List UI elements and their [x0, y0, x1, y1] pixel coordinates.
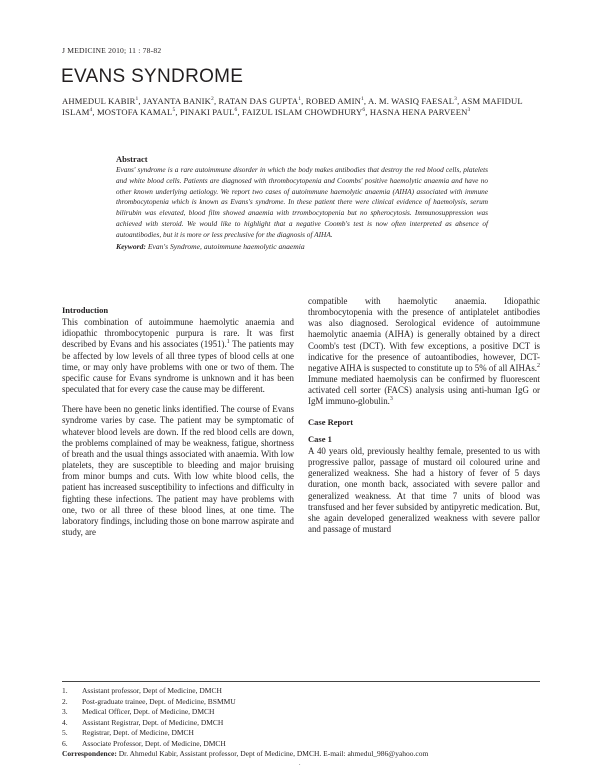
footnote-number: 5.	[62, 728, 68, 737]
footnote-item	[62, 739, 552, 750]
author-affiliation-ref: 1	[135, 96, 139, 103]
author-name: PINAKI PAUL	[179, 107, 235, 118]
footnote-text: Assistant Registrar, Dept. of Medicine, DMCH	[82, 717, 224, 727]
author-affiliation-ref: 2	[211, 96, 214, 103]
footnote-text: Assistant professor, Dept of Medicine, DMCH	[82, 686, 222, 695]
footnote-item	[62, 686, 552, 697]
author-name: HASNA HENA PARVEEN	[369, 107, 468, 118]
footnote-number: 1.	[62, 686, 68, 695]
correspondence-line	[62, 749, 552, 760]
case-1-text: A 40 years old, previously healthy female, presented to us with progressive pallor, passage of mustard oil coloured urine and generalized weakness. She had a history of fever of 5 days duration, one month back, associated with severe pallor and generalized weakness. At that time 7 units of blood was transfused and her fever subsided by antipyretic medication. But, she again developed generalized weakness with severe pallor and passage of mustard	[308, 445, 540, 534]
intro-p3-ref-2: 3	[389, 396, 393, 403]
author-list: AHMEDUL KABIR$^1$, JAYANTA BANIK$^2$, RATAN DAS GUPTA$^1$, ROBED AMIN$^1$, A. M. WASIQ FAESAL$^3$, ASM MAFIDUL ISLAM$^4$, MOSTOFA KAMAL$^5$, PINAKI PAUL$^6$, FAIZUL ISLAM CHOWDHURY$^6$, HASNA HENA PARVEEN$^3$	[62, 96, 523, 118]
keywords-text: Evan's Syndrome, autoimmune haemolytic anaemia	[147, 241, 305, 251]
author-affiliation-ref: 1	[360, 96, 364, 103]
article-title: EVANS SYNDROME	[61, 66, 244, 87]
author-affiliation-ref: 3	[467, 107, 471, 114]
footnote-text: Registrar, Dept. of Medicine, DMCH	[82, 728, 194, 737]
author-name: A. M. WASIQ FAESAL	[367, 96, 455, 106]
footnote-divider	[62, 681, 540, 682]
journal-reference: J MEDICINE 2010; 11 : 78-82	[62, 46, 162, 55]
right-column	[308, 296, 540, 544]
intro-p3-text-a: compatible with haemolytic anaemia. Idiopathic thrombocytopenia with the presence of antiplatelet antibodies was also diagnosed. Serological evidence of autoimmune haemolytic anaemia (AIHA) is generally obtained by a direct Coomb's test (DCT). With few exceptions, a positive DCT is indicative for the presence of autoantibodies, however, DCT-negative AIHA is suspected to constitute up to 5% of all AIHAs.	[308, 296, 540, 373]
footnote-item	[62, 728, 552, 739]
abstract-text: Evans' syndrome is a rare autoimmune disorder in which the body makes antibodies that destroy the red blood cells, platelets and white blood cells. Patients are diagnosed with thrombocytopenia and Coombs' positive haemolytic anaemia and have no other known underlying aetiology. We report two cases of autoimmune haemolytic anaemia (AIHA) associated with immune thrombocytopenia which is known as Evans's syndrome. In these patient there were clinical evidence of haemolysis, serum bilirubin was elevated, blood film showed anaemia with trrombocytopenia but no spherocytosis. Immunosuppression was achieved with steroid. We would like to highlight that a negative Coomb's test is now often interpreted as absence of autoantibodies, but it is more or less preclusive for the diagnosis of AIHA.	[116, 165, 488, 239]
author-name: ASM MAFIDUL ISLAM	[62, 96, 523, 118]
intro-p1-text-a: This combination of autoimmune haemolytic anaemia and idiopathic thrombocytopenic purpura is rare. It was first described by Evans and his associates (1951).	[62, 317, 294, 350]
author-name: RATAN DAS GUPTA	[218, 96, 299, 106]
intro-paragraph-3	[308, 296, 540, 408]
footnote-number: 6.	[62, 738, 68, 748]
author-affiliation-ref: 3	[454, 96, 458, 103]
footnote-text: Post-graduate trainee, Dept. of Medicine, BSMMU	[82, 696, 236, 706]
author-name: AHMEDUL KABIR	[62, 96, 136, 106]
footnote-text: Medical Officer, Dept. of Medicine, DMCH	[82, 707, 215, 716]
author-affiliation-ref: 1	[298, 96, 302, 103]
left-column	[62, 305, 294, 547]
footnote-item	[62, 718, 552, 729]
correspondence-text: Dr. Ahmedul Kabir, Assistant professor, Dept of Medicine, DMCH. E-mail: ahmedul_986@yahoo.com	[118, 749, 429, 758]
keywords-label: Keyword:	[116, 241, 146, 251]
correspondence-label: Correspondence:	[62, 749, 117, 758]
introduction-heading: Introduction	[62, 305, 109, 315]
intro-p3-ref-1: 2	[537, 362, 540, 369]
footnotes	[62, 686, 552, 760]
author-affiliation-ref: 6	[362, 107, 366, 114]
intro-p1-text-b: The patients may be affected by low levels of all three types of blood cells at one time, or may only have problems with one or two of them. The specific cause for Evans syndrome is unknown and it has been speculated that for every case the cause may be different.	[62, 339, 294, 395]
intro-paragraph-2: There have been no genetic links identified. The course of Evans syndrome varies by case. The patient may be symptomatic of whatever blood levels are down. If the red blood cells are down, the problems complained of may be weakness, fatigue, shortness of breath and the usual things associated with anaemia. With low platelets, they are susceptible to bleeding and major bruising from minor bumps and cuts. With low white blood cells, the patient has increased susceptibility to infections and difficulty in fighting these infections. The patient may have problems with one, two or all three of these blood lines, at one time. The laboratory findings, including those on bone marrow aspirate and study, are	[62, 404, 294, 537]
footnote-number: 4.	[62, 717, 68, 727]
author-affiliation-ref: 6	[234, 107, 238, 114]
author-name: MOSTOFA KAMAL	[97, 107, 173, 118]
footnote-item	[62, 697, 552, 708]
footnote-list	[62, 686, 552, 749]
case-report-heading: Case Report	[308, 416, 354, 427]
abstract-heading: Abstract	[116, 154, 148, 164]
keywords-line	[116, 242, 488, 251]
case-1-heading: Case 1	[308, 433, 332, 444]
intro-paragraph-1	[62, 317, 294, 395]
footnote-number: 3.	[62, 707, 68, 716]
footnote-item	[62, 707, 552, 718]
author-name: ROBED AMIN	[305, 96, 361, 106]
author-affiliation-ref: 4	[89, 107, 93, 114]
author-name: JAYANTA BANIK	[143, 96, 212, 106]
intro-p3-text-b: Immune mediated haemolysis can be confirmed by fluorescent activated cell sorter (FACS) analysis using anti-human IgG or IgM immuno-globulin.	[308, 374, 540, 407]
footnote-number: 2.	[62, 696, 68, 706]
page-mark: .	[299, 761, 301, 767]
abstract-block	[116, 154, 488, 251]
author-name: FAIZUL ISLAM CHOWDHURY	[242, 107, 363, 118]
author-affiliation-ref: 5	[172, 107, 176, 114]
footnote-text: Associate Professor, Dept. of Medicine, DMCH	[82, 738, 226, 748]
intro-p1-ref: 1	[226, 339, 230, 346]
